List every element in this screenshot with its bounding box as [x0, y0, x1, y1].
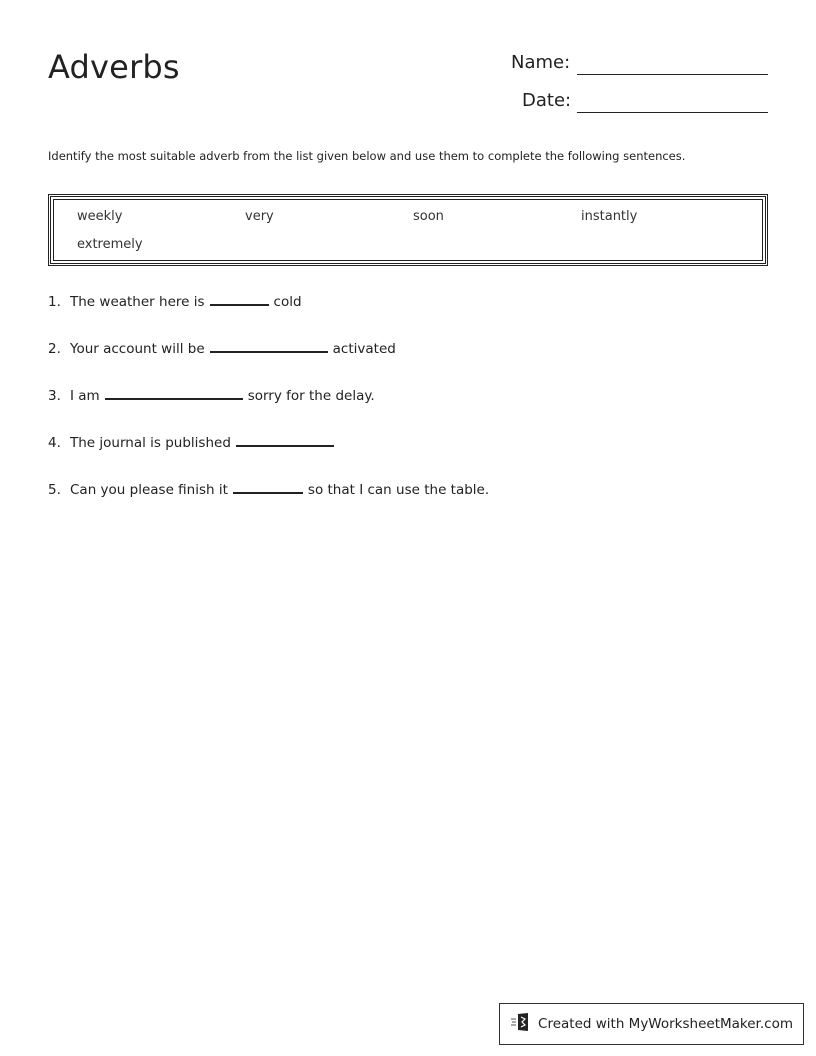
question-number: 3. — [48, 388, 61, 404]
question-text-after: so that I can use the table. — [307, 482, 490, 498]
word-bank-item: very — [245, 209, 274, 224]
question-2 — [48, 341, 396, 357]
question-number: 5. — [48, 482, 61, 498]
date-field[interactable] — [522, 90, 768, 118]
question-text-after: cold — [273, 294, 302, 310]
answer-blank[interactable] — [233, 482, 303, 494]
name-line[interactable] — [577, 74, 768, 75]
book-logo-icon — [510, 1011, 532, 1037]
name-label: Name: — [511, 52, 571, 73]
question-3 — [48, 388, 375, 404]
question-text-before: Can you please finish it — [70, 482, 228, 498]
question-text-before: Your account will be — [70, 341, 205, 357]
question-text-before: The weather here is — [70, 294, 205, 310]
question-text-before: The journal is published — [70, 435, 231, 451]
question-5 — [48, 482, 489, 498]
word-bank-item: soon — [413, 209, 444, 224]
name-field[interactable] — [511, 52, 768, 80]
answer-blank[interactable] — [236, 435, 334, 447]
word-bank-item: weekly — [77, 209, 123, 224]
question-text-before: I am — [70, 388, 100, 404]
date-line[interactable] — [577, 112, 768, 113]
date-label: Date: — [522, 90, 572, 111]
question-text-after: activated — [332, 341, 396, 357]
answer-blank[interactable] — [105, 388, 243, 400]
word-bank-item: instantly — [581, 209, 638, 224]
question-text-after: sorry for the delay. — [247, 388, 375, 404]
question-1 — [48, 294, 302, 310]
answer-blank[interactable] — [210, 294, 269, 306]
page-title: Adverbs — [48, 48, 180, 86]
word-bank-item: extremely — [77, 237, 143, 252]
answer-blank[interactable] — [210, 341, 328, 353]
footer-text: Created with MyWorksheetMaker.com — [538, 1016, 793, 1032]
instructions: Identify the most suitable adverb from the list given below and use them to complete the following sentences. — [48, 149, 686, 163]
word-bank — [48, 194, 768, 266]
footer-credit[interactable] — [499, 1003, 804, 1045]
question-number: 1. — [48, 294, 61, 310]
question-number: 2. — [48, 341, 61, 357]
question-number: 4. — [48, 435, 61, 451]
question-4 — [48, 435, 339, 451]
